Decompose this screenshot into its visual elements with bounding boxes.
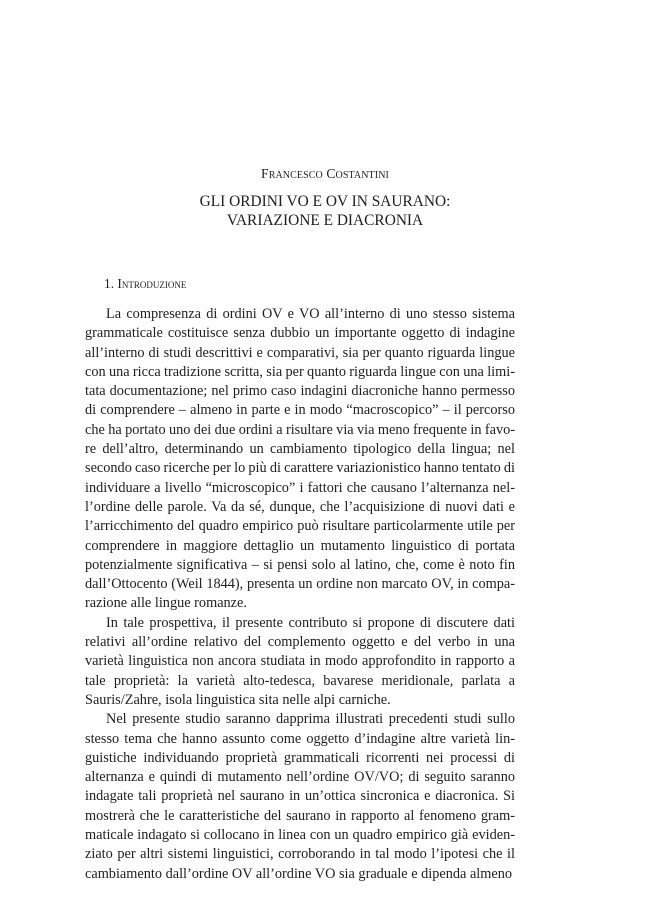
text-line: cambiamento dall’ordine OV all’ordine VO sia graduale e dipenda almeno xyxy=(85,865,513,882)
text-line: Nel presente studio saranno dapprima illustrati precedenti studi sullo xyxy=(106,711,515,728)
text-line: di comprendere – almeno in parte e in modo “macroscopico” – il percorso xyxy=(85,402,515,419)
text-line: comprendere in maggiore dettaglio un mutamento linguistico di portata xyxy=(85,537,515,554)
paragraph xyxy=(85,305,515,614)
text-line: l’ordine delle parole. Va da sé, dunque, che l’acquisizione di nuovi dati e xyxy=(85,498,515,515)
text-line: con una ricca tradizione scritta, sia per quanto riguarda lingue con una limi- xyxy=(85,363,515,380)
text-line: individuare a livello “microscopico” i fattori che causano l’alternanza nel- xyxy=(85,479,515,496)
text-line: tale proprietà: la varietà alto-tedesca, bavarese meridionale, parlata a xyxy=(85,672,515,689)
paragraph xyxy=(85,614,515,710)
text-line: guistiche individuando proprietà grammaticali ricorrenti nei processi di xyxy=(85,749,515,766)
article-title-line: VARIAZIONE E DIACRONIA xyxy=(226,212,424,229)
text-line: maticale indagato si collocano in linea con un quadro empirico già eviden- xyxy=(85,827,515,844)
text-line: razione alle lingue romanze. xyxy=(85,595,247,612)
article-title xyxy=(0,192,650,230)
text-line: dall’Ottocento (Weil 1844), presenta un ordine non marcato OV, in compa- xyxy=(85,576,515,593)
text-line: l’arricchimento del quadro empirico può risultare particolarmente utile per xyxy=(85,518,515,535)
text-line: grammaticale costituisce senza dubbio un importante oggetto di indagine xyxy=(85,325,515,342)
text-line: In tale prospettiva, il presente contributo si propone di discutere dati xyxy=(106,614,515,631)
text-line: La compresenza di ordini OV e VO all’interno di uno stesso sistema xyxy=(106,306,515,322)
author-name: Francesco Costantini xyxy=(261,166,389,181)
text-line: ziato per altri sistemi linguistici, corroborando in tal modo l’ipotesi che il xyxy=(85,846,515,863)
text-line: tata documentazione; nel primo caso indagini diacroniche hanno permesso xyxy=(85,383,515,400)
text-line: stesso tema che hanno assunto come oggetto d’indagine altre varietà lin- xyxy=(85,730,515,747)
text-line: mostrerà che le caratteristiche del saurano in rapporto al fenomeno gram- xyxy=(85,807,515,824)
section-heading: 1. Introduzione xyxy=(104,276,187,291)
text-line: re dell’altro, determinando un cambiamento tipologico della lingua; nel xyxy=(85,441,515,458)
text-line: relativi all’ordine relativo del complemento oggetto e del verbo in una xyxy=(85,634,515,651)
text-line: indagate tali proprietà nel saurano in un’ottica sincronica e diacronica. Si xyxy=(85,788,515,805)
paragraph xyxy=(85,710,515,884)
text-line: Sauris/Zahre, isola linguistica sita nelle alpi carniche. xyxy=(85,691,391,708)
body-text xyxy=(85,305,515,884)
text-line: potenzialmente significativa – si pensi solo al latino, che, come è noto fin xyxy=(85,556,515,573)
article-title-line: GLI ORDINI VO E OV IN SAURANO: xyxy=(199,193,451,210)
text-line: alternanza e quindi di mutamento nell’ordine OV/VO; di seguito saranno xyxy=(85,769,515,786)
text-line: varietà linguistica non ancora studiata in modo approfondito in rapporto a xyxy=(85,653,515,670)
text-line: all’interno di studi descrittivi e comparativi, sia per quanto riguarda lingue xyxy=(85,344,515,361)
text-line: secondo caso ricerche per lo più di carattere variazionistico hanno tentato di xyxy=(85,460,515,477)
text-line: che ha portato uno dei due ordini a risultare via via meno frequente in favo- xyxy=(85,421,516,438)
